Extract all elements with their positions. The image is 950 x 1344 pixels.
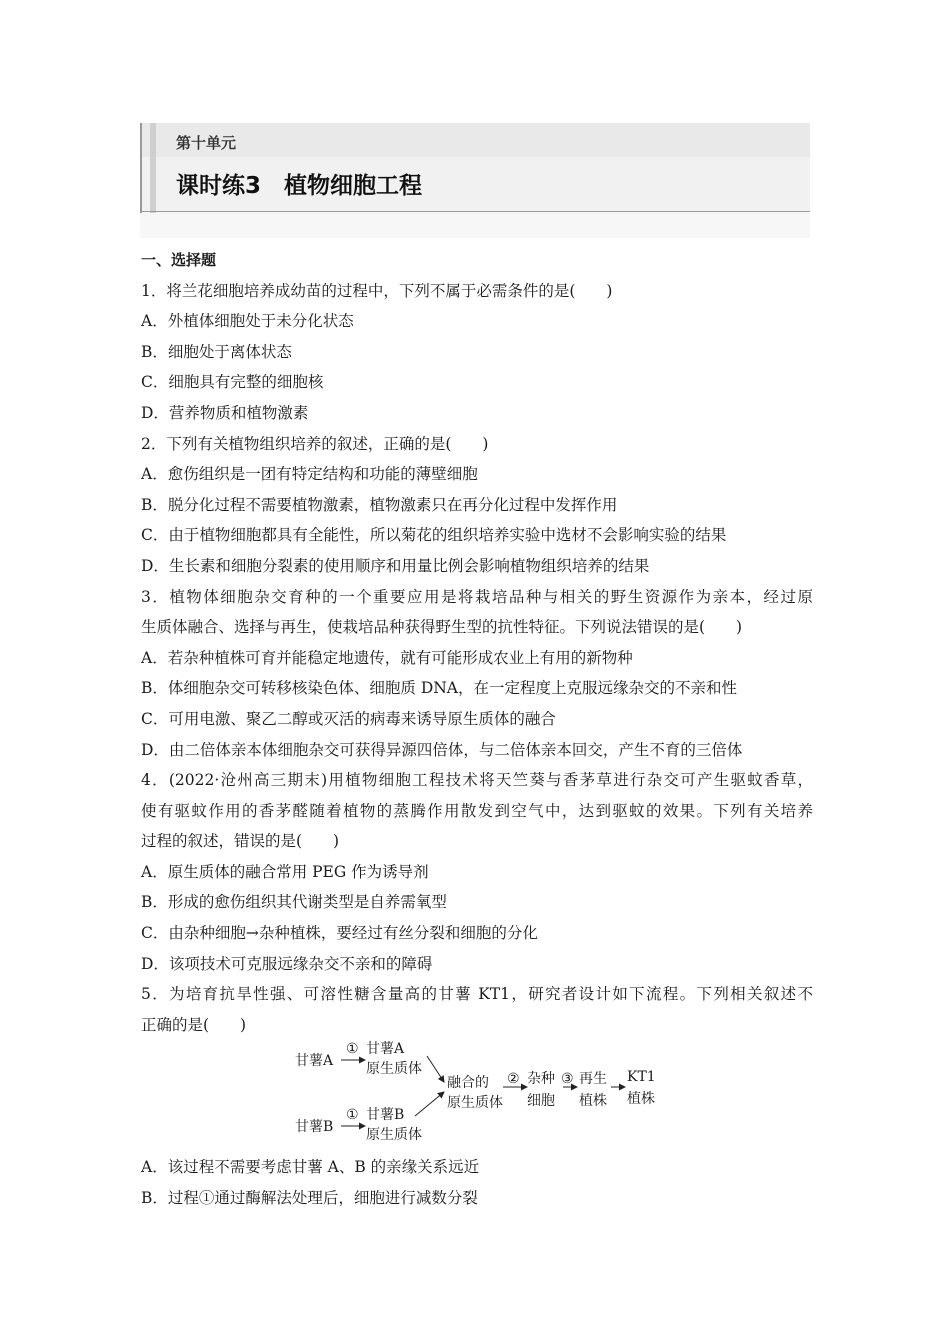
question-2-option-d: D．生长素和细胞分裂素的使用顺序和用量比例会影响植物组织培养的结果	[141, 556, 650, 575]
unit-header	[140, 123, 810, 238]
question-5-option-a: A．该过程不需要考虑甘薯 A、B 的亲缘关系远近	[141, 1158, 480, 1177]
question-4-option-c: C．由杂种细胞→杂种植株，要经过有丝分裂和细胞的分化	[141, 924, 538, 943]
flow-step2: ②	[507, 1071, 520, 1088]
unit-label: 第十单元	[176, 134, 237, 152]
flow-step1-b: ①	[346, 1107, 359, 1124]
question-2-option-c: C．由于植物细胞都具有全能性，所以菊花的组织培养实验中选材不会影响实验的结果	[141, 526, 727, 545]
question-3-stem-line-2: 生质体融合、选择与再生，使栽培品种获得野生型的抗性特征。下列说法错误的是( )	[141, 618, 743, 637]
flow-b-protoplast-1: 甘薯B	[366, 1107, 405, 1124]
flow-regen-1: 再生	[579, 1071, 607, 1088]
arrow-a-to-fusion	[427, 1056, 444, 1082]
header-accent-bar	[150, 123, 156, 213]
question-1-option-a: A．外植体细胞处于未分化状态	[141, 312, 354, 331]
question-4-option-b: B．形成的愈伤组织其代谢类型是自养需氧型	[141, 893, 447, 912]
arrow-b-to-fusion	[415, 1092, 444, 1116]
question-1-option-d: D．营养物质和植物激素	[141, 403, 309, 422]
question-3-option-d: D．由二倍体亲本体细胞杂交可获得异源四倍体，与二倍体亲本回交，产生不育的三倍体	[141, 740, 743, 759]
header-band-bottom	[140, 211, 810, 238]
header-bottom-rule	[140, 211, 810, 212]
flow-sweet-potato-a: 甘薯A	[295, 1053, 334, 1070]
section-heading: 一、选择题	[141, 251, 217, 269]
question-2-option-a: A．愈伤组织是一团有特定结构和功能的薄壁细胞	[141, 465, 478, 484]
flow-step1-a: ①	[346, 1041, 359, 1058]
question-5-stem-line-1: 5．为培育抗旱性强、可溶性糖含量高的甘薯 KT1，研究者设计如下流程。下列相关叙述不	[141, 985, 813, 1004]
flow-kt1-2: 植株	[627, 1091, 655, 1108]
flow-fused-1: 融合的	[447, 1075, 489, 1092]
question-4-stem-line-1: 4．(2022·沧州高三期末)用植物细胞工程技术将天竺葵与香茅草进行杂交可产生驱蚊香草，	[141, 771, 813, 790]
question-2-stem: 2．下列有关植物组织培养的叙述，正确的是( )	[141, 434, 489, 453]
question-4-option-d: D．该项技术可克服远缘杂交不亲和的障碍	[141, 954, 433, 973]
flow-b-protoplast-2: 原生质体	[366, 1127, 422, 1144]
flow-fused-2: 原生质体	[447, 1095, 503, 1112]
question-4-stem-line-2: 使有驱蚊作用的香茅醛随着植物的蒸腾作用散发到空气中，达到驱蚊的效果。下列有关培养	[141, 801, 813, 820]
question-4-stem-line-3: 过程的叙述，错误的是( )	[141, 832, 340, 851]
header-band-top	[140, 123, 810, 157]
flow-sweet-potato-b: 甘薯B	[295, 1119, 334, 1136]
question-4-option-a: A．原生质体的融合常用 PEG 作为诱导剂	[141, 862, 429, 881]
flow-step3: ③	[561, 1071, 574, 1088]
breeding-flow-diagram	[141, 1040, 813, 1152]
header-left-rule	[140, 123, 142, 213]
flow-a-protoplast-2: 原生质体	[366, 1061, 422, 1078]
flow-a-protoplast-1: 甘薯A	[366, 1041, 405, 1058]
question-5-option-b: B．过程①通过酶解法处理后，细胞进行减数分裂	[141, 1189, 478, 1208]
page-title: 课时练3 植物细胞工程	[176, 173, 423, 199]
question-list	[141, 245, 813, 1214]
question-1-option-c: C．细胞具有完整的细胞核	[141, 373, 324, 392]
question-1-option-b: B．细胞处于离体状态	[141, 342, 292, 361]
question-3-option-c: C．可用电激、聚乙二醇或灭活的病毒来诱导原生质体的融合	[141, 709, 556, 728]
flow-regen-2: 植株	[579, 1093, 607, 1110]
flow-kt1-1: KT1	[627, 1069, 656, 1086]
question-3-option-b: B．体细胞杂交可转移核染色体、细胞质 DNA，在一定程度上克服远缘杂交的不亲和性	[141, 679, 738, 698]
question-3-option-a: A．若杂种植株可育并能稳定地遗传，就有可能形成农业上有用的新物种	[141, 648, 633, 667]
question-2-option-b: B．脱分化过程不需要植物激素，植物激素只在再分化过程中发挥作用	[141, 495, 618, 514]
flow-hybrid-1: 杂种	[527, 1071, 555, 1088]
flow-hybrid-2: 细胞	[527, 1093, 555, 1110]
question-1-stem: 1．将兰花细胞培养成幼苗的过程中，下列不属于必需条件的是( )	[141, 281, 613, 300]
question-5-stem-line-2: 正确的是( )	[141, 1015, 247, 1034]
question-3-stem-line-1: 3．植物体细胞杂交育种的一个重要应用是将栽培品种与相关的野生资源作为亲本，经过原	[141, 587, 813, 606]
